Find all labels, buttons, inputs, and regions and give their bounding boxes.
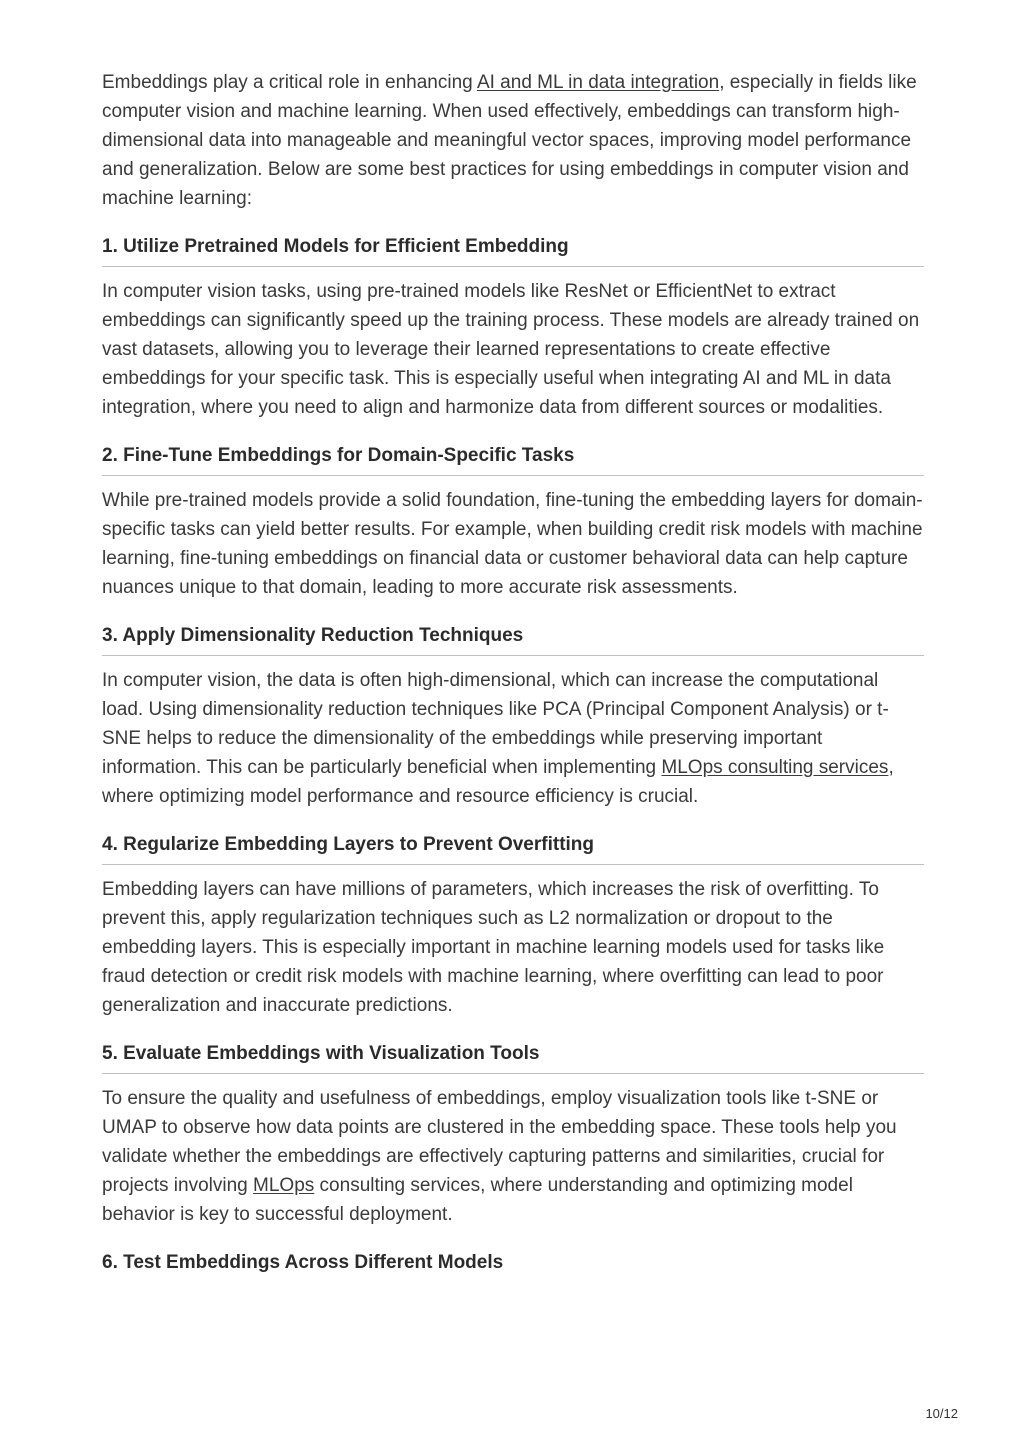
section-5-body	[102, 1084, 924, 1229]
section-3-body	[102, 666, 924, 811]
section-2-body: While pre-trained models provide a solid foundation, fine-tuning the embedding layers for domain-specific tasks can yield better results. For example, when building credit risk models with machine learning, fine-tuning embeddings on financial data or customer behavioral data can help capture nuances unique to that domain, leading to more accurate risk assessments.	[102, 490, 923, 598]
intro-paragraph	[102, 68, 924, 213]
section-3-text-end: , where optimizing model performance and resource efficiency is crucial.	[102, 757, 894, 807]
section-3-text-start: In computer vision, the data is often high-dimensional, which can increase the computational load. Using dimensionality reduction techniques like PCA (Principal Component Analysis) or t-SNE helps to reduce the dimensionality of the embeddings while preserving important information. This can be particularly beneficial when implementing	[102, 670, 889, 778]
section-5-text-start: To ensure the quality and usefulness of embeddings, employ visualization tools like t-SNE or UMAP to observe how data points are clustered in the embedding space. These tools help you validate whether the embeddings are effectively capturing patterns and similarities, crucial for projects involving	[102, 1088, 897, 1196]
section-1-heading: 1. Utilize Pretrained Models for Efficient Embedding	[102, 235, 924, 267]
intro-text-end: , especially in fields like computer vision and machine learning. When used effectively, embeddings can transform high-dimensional data into manageable and meaningful vector spaces, improving model performance and generalization. Below are some best practices for using embeddings in computer vision and machine learning:	[102, 72, 917, 209]
intro-text-start: Embeddings play a critical role in enhancing	[102, 72, 477, 93]
mlops-consulting-services-link[interactable]: MLOps consulting services	[661, 757, 889, 778]
section-5-text-end: consulting services, where understanding and optimizing model behavior is key to successful deployment.	[102, 1175, 853, 1225]
section-5-heading: 5. Evaluate Embeddings with Visualization Tools	[102, 1042, 924, 1074]
section-1-body: In computer vision tasks, using pre-trained models like ResNet or EfficientNet to extract embeddings can significantly speed up the training process. These models are already trained on vast datasets, allowing you to leverage their learned representations to create effective embeddings for your specific task. This is especially useful when integrating AI and ML in data integration, where you need to align and harmonize data from different sources or modalities.	[102, 281, 920, 418]
ai-ml-data-integration-link[interactable]: AI and ML in data integration	[476, 72, 720, 93]
section-2-heading: 2. Fine-Tune Embeddings for Domain-Specific Tasks	[102, 444, 924, 476]
section-4-body: Embedding layers can have millions of parameters, which increases the risk of overfitting. To prevent this, apply regularization techniques such as L2 normalization or dropout to the embedding layers. This is especially important in machine learning models used for tasks like fraud detection or credit risk models with machine learning, where overfitting can lead to poor generalization and inaccurate predictions.	[102, 879, 885, 1016]
document-page	[102, 68, 924, 1282]
section-6-heading: 6. Test Embeddings Across Different Models	[102, 1252, 504, 1273]
page-number: 10/12	[925, 1406, 958, 1421]
mlops-link[interactable]: MLOps	[253, 1175, 315, 1196]
section-3-heading: 3. Apply Dimensionality Reduction Techniques	[102, 624, 924, 656]
section-4-heading: 4. Regularize Embedding Layers to Prevent Overfitting	[102, 833, 924, 865]
